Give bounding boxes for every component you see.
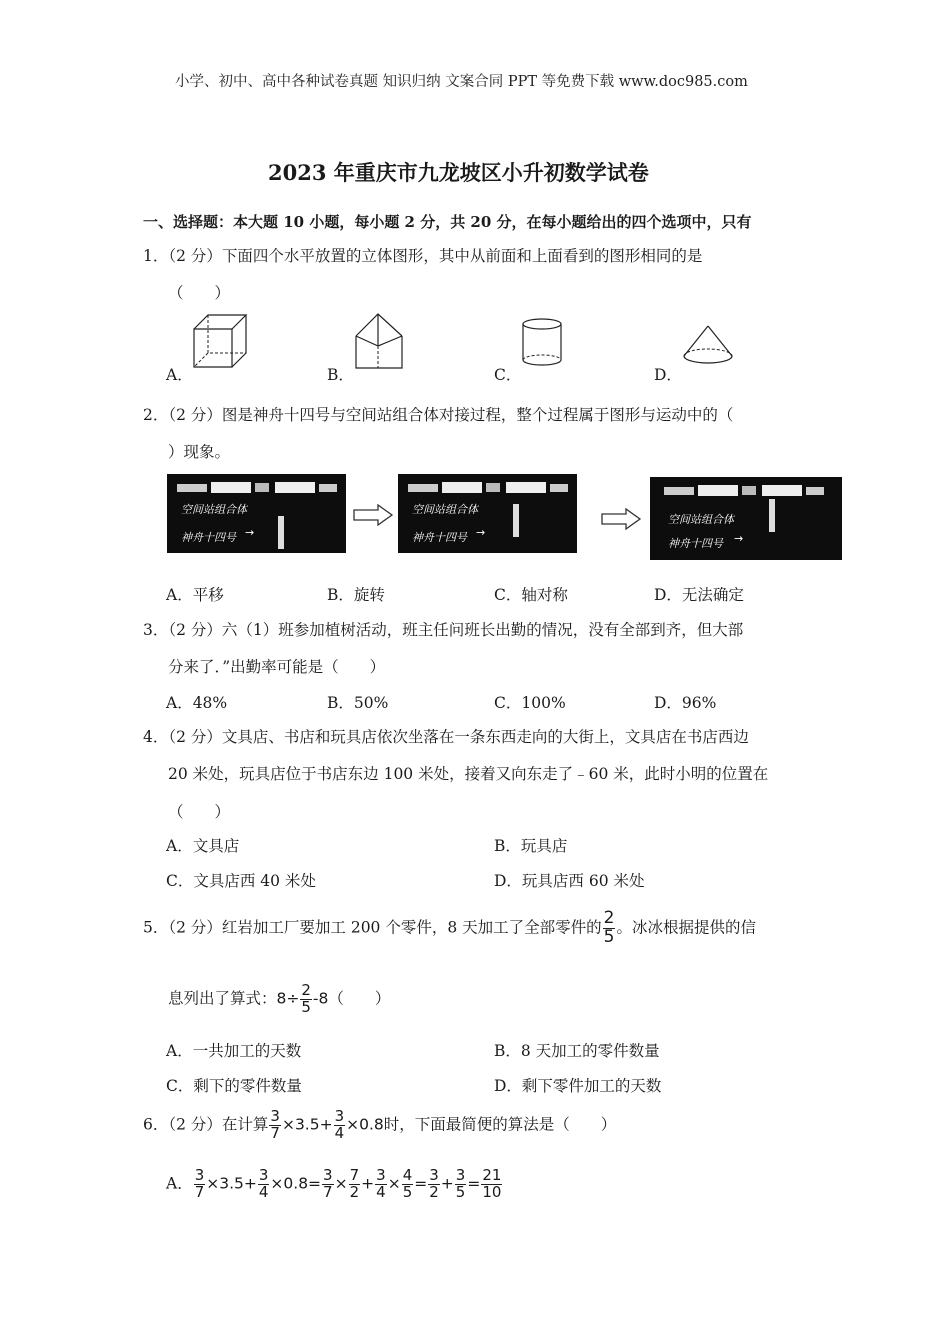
q4-option-d: D．玩具店西 60 米处 [494,872,645,890]
q1-option-b: B． [327,366,354,384]
q4-option-b: B．玩具店 [494,837,568,855]
panel-1-label-shenzhou: 神舟十四号 [181,531,236,544]
q6-option-a: A． $\frac{3}{7}$ ×3.5+ $\frac{3}{4}$ ×0.8= $\frac{3}{7}$ × $\frac{7}{2}$ + $\frac{3}{4}$ × $\frac{4}{5}$ = $\frac{3}{2}$ + $\frac{3}{5}$ = $\frac{21}{10}$ [166,1166,502,1201]
arrow-icon: → [476,526,486,539]
panel-1-label-station: 空间站组合体 [181,503,247,516]
q2-option-a: A．平移 [166,586,224,604]
docking-panel-3 [650,477,842,560]
q6-fraction-1: $\frac{3}{7}$ [270,1107,280,1142]
q2-option-b: B．旋转 [327,586,385,604]
arrow-icon: → [245,526,255,539]
q5-text-post: 。冰冰根据提供的信 [616,918,756,937]
q5-option-d: D．剩下零件加工的天数 [494,1077,662,1095]
panel-3-label-shenzhou: 神舟十四号 [668,537,723,550]
question-1-blank: （ ） [168,284,231,302]
q5-fraction: $\frac{2}{5}$ [603,908,615,947]
docking-panel-2 [398,474,577,553]
panel-2-label-station: 空间站组合体 [412,503,478,516]
question-1-text: 1．（2 分）下面四个水平放置的立体图形，其中从前面和上面看到的图形相同的是 [143,247,703,265]
q5-text-pre: 5．（2 分）红岩加工厂要加工 200 个零件，8 天加工了全部零件的 [143,918,602,937]
exam-title: 2023 年重庆市九龙坡区小升初数学试卷 [268,160,649,185]
cylinder-figure [518,316,566,370]
q5-option-a: A．一共加工的天数 [166,1042,302,1060]
q1-option-a: A． [166,366,193,384]
docking-panel-1 [167,474,346,553]
space-station-graphic [662,479,832,501]
arrow-icon: → [734,532,744,545]
triangular-prism-figure [350,310,408,372]
q3-option-c: C．100% [494,694,566,712]
cone-figure [680,322,736,368]
q1-option-c: C． [494,366,522,384]
panel-2-label-shenzhou: 神舟十四号 [412,531,467,544]
cube-figure [190,311,252,371]
question-6-text: 6．（2 分）在计算 $\frac{3}{7}$ ×3.5+ $\frac{3}{4}$ ×0.8时，下面最简便的算法是（ ） [143,1107,617,1142]
q4-option-c: C．文具店西 40 米处 [166,872,316,890]
q3-option-d: D．96% [654,694,717,712]
spacecraft-graphic [275,516,287,549]
question-5-text-cont: 息列出了算式：8÷ $\frac{2}{5}$ -8（ ） [168,981,391,1016]
q5-option-b: B．8 天加工的零件数量 [494,1042,660,1060]
question-3-text-cont: 分来了．”出勤率可能是（ ） [168,658,386,676]
q4-option-a: A．文具店 [166,837,240,855]
space-station-graphic [175,476,340,498]
question-2-text-cont: ）现象。 [168,443,231,461]
question-2-text: 2．（2 分）图是神舟十四号与空间站组合体对接过程，整个过程属于图形与运动中的（ [143,406,734,424]
spacecraft-graphic [510,504,522,537]
q5-expr-fraction: $\frac{2}{5}$ [301,981,311,1016]
q2-option-d: D．无法确定 [654,586,744,604]
q3-option-b: B．50% [327,694,389,712]
q1-option-d: D． [654,366,682,384]
q6-fraction-2: $\frac{3}{4}$ [334,1107,345,1142]
right-arrow-icon [352,503,394,527]
q2-option-c: C．轴对称 [494,586,568,604]
panel-3-label-station: 空间站组合体 [668,513,734,526]
spacecraft-graphic [766,499,778,532]
space-station-graphic [406,476,571,498]
question-4-text-cont: 20 米处，玩具店位于书店东边 100 米处，接着又向东走了﹣60 米，此时小明的位置在 [168,765,769,783]
question-5-text [143,910,756,947]
page-header: 小学、初中、高中各种试卷真题 知识归纳 文案合同 PPT 等免费下载 www.doc985.com [175,74,748,90]
right-arrow-icon [600,507,642,531]
question-4-blank: （ ） [168,803,231,821]
q3-option-a: A．48% [166,694,228,712]
q5-option-c: C．剩下的零件数量 [166,1077,302,1095]
question-3-text: 3．（2 分）六（1）班参加植树活动，班主任问班长出勤的情况，没有全部到齐，但大部 [143,621,744,639]
section-heading: 一、选择题：本大题 10 小题，每小题 2 分，共 20 分，在每小题给出的四个选项中，只有 [143,213,752,231]
question-4-text: 4．（2 分）文具店、书店和玩具店依次坐落在一条东西走向的大街上，文具店在书店西边 [143,728,749,746]
